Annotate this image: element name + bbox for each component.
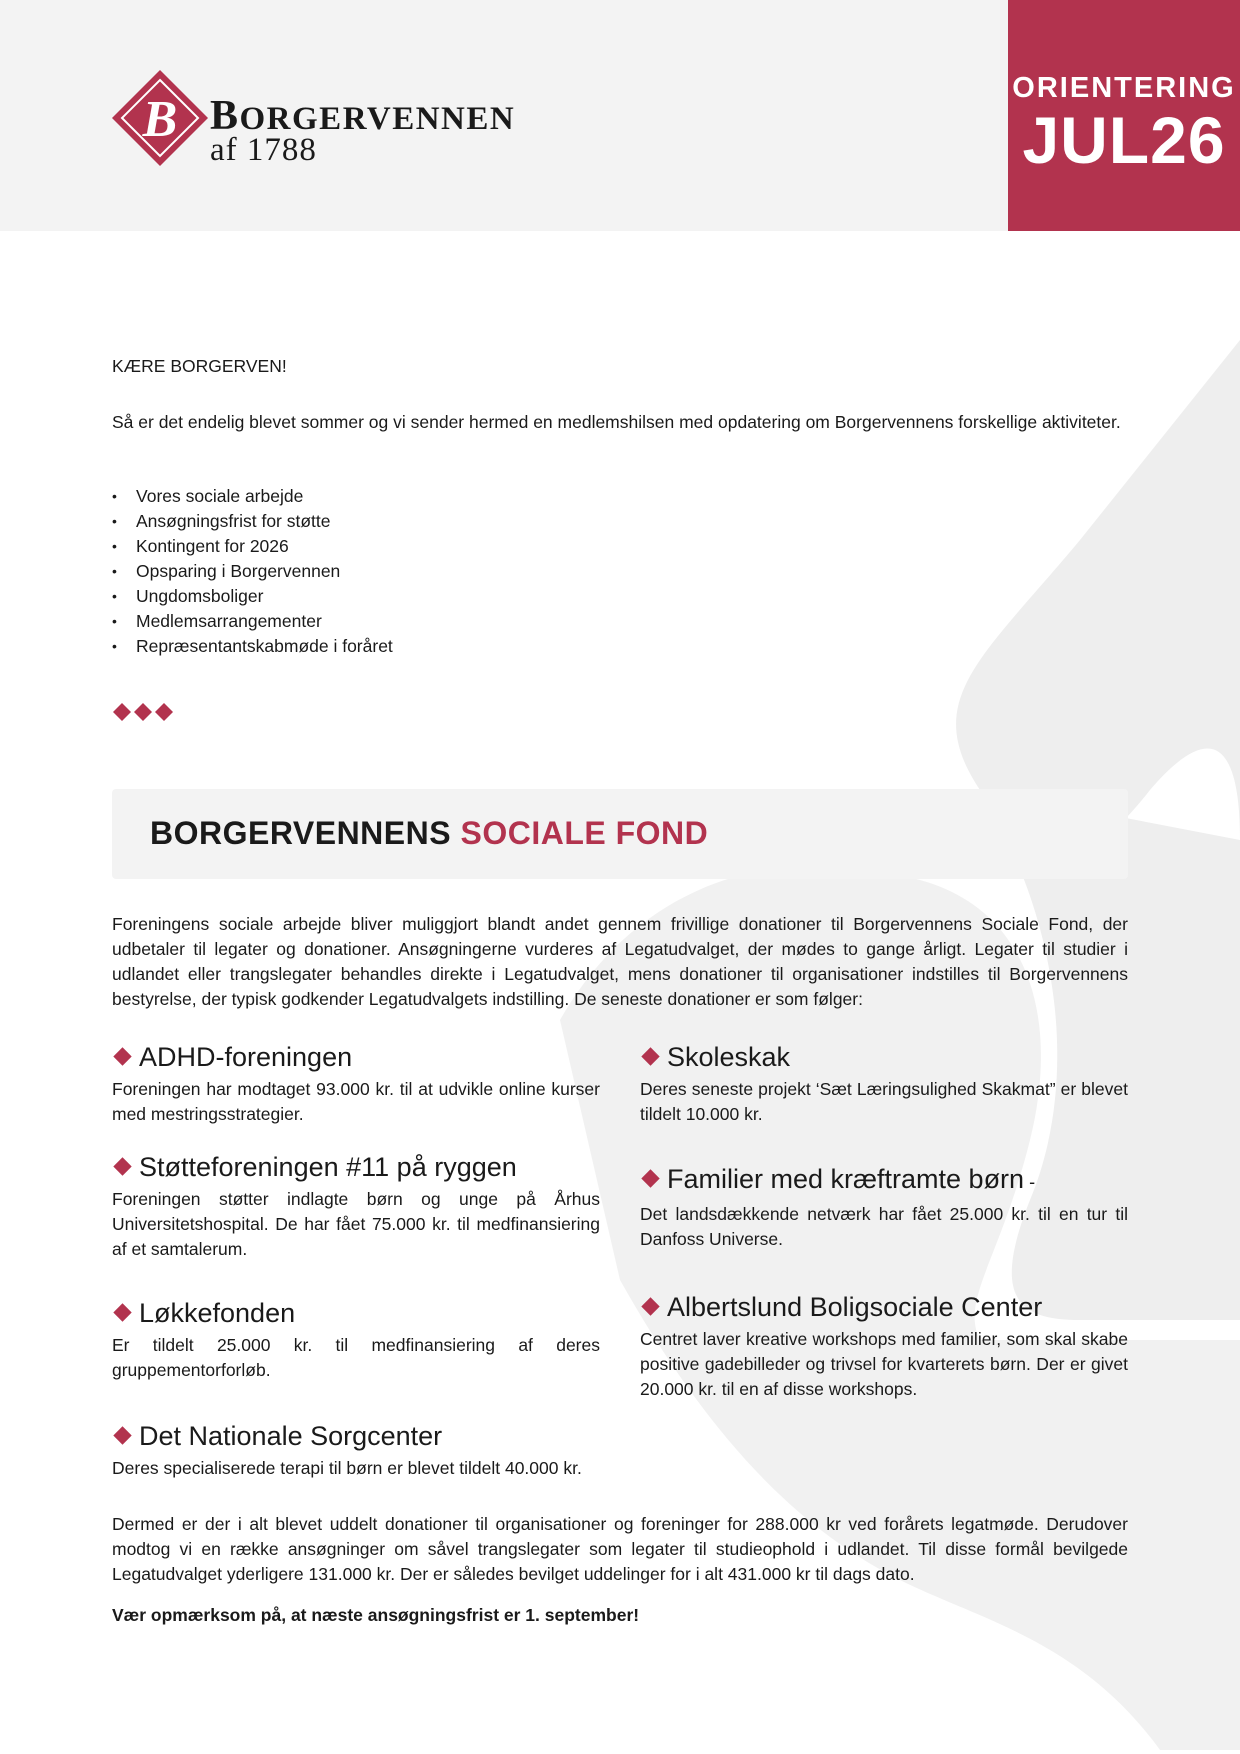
diamond-bullet-icon [641,1170,659,1188]
donation-title: Skoleskak [640,1040,1128,1074]
deadline-notice: Vær opmærksom på, at næste ansøgningsfrist er 1. september! [112,1605,640,1625]
donation-item [112,1150,600,1262]
donation-item [640,1290,1128,1402]
topic-item: • Vores sociale arbejde [112,484,393,509]
logo-initial: B [142,91,178,148]
diamond-bullet-icon [641,1298,659,1316]
diamond-bullet-icon [113,1048,131,1066]
donation-title: Albertslund Boligsociale Center [640,1290,1128,1324]
section-title [150,815,708,852]
donation-item [112,1040,600,1127]
donation-summary: Dermed er der i alt blevet uddelt donationer til organisationer og foreninger for 288.000 kr ved forårets legatmøde. Derudover modtog vi en række ansøgninger om såvel trangslegater som legater til studieophold i udlandet. Til disse formål bevilgede Legatudvalget yderligere 131.000 kr. Der er således bevilget uddelinger for i alt 431.000 kr til dags dato. [112,1514,1128,1584]
donation-item [640,1162,1128,1252]
logo-name-rest: ORGERVENNEN [239,101,516,137]
donation-text: Deres specialiserede terapi til børn er blevet tildelt 40.000 kr. [112,1458,582,1478]
diamond-bullet-icon [113,1158,131,1176]
donation-title: Støtteforeningen #11 på ryggen [112,1150,600,1184]
badge-label: ORIENTERING [1012,72,1236,104]
diamond-bullet-icon [113,1427,131,1445]
page-header [0,0,1240,231]
donation-title: Løkkefonden [112,1296,600,1330]
donation-text: Deres seneste projekt ‘Sæt Læringsulighed Skakmat” er blevet tildelt 10.000 kr. [640,1079,1128,1124]
section-title-main: BORGERVENNENS [150,815,461,851]
topic-item: • Opsparing i Borgervennen [112,559,393,584]
donation-item [640,1040,1128,1127]
topic-item: • Repræsentantskabmøde i foråret [112,634,393,659]
issue-badge [1008,0,1240,231]
letter-intro: Så er det endelig blevet sommer og vi sender hermed en medlemshilsen med opdatering om Borgervennens forskellige aktiviteter. [112,412,1121,432]
section-heading-box [112,789,1128,879]
logo-name-first: B [210,93,240,139]
donation-title: ADHD-foreningen [112,1040,600,1074]
diamond-bullet-icon [641,1048,659,1066]
topic-list [112,484,393,659]
badge-issue: JUL26 [1022,103,1226,177]
topic-item: • Ungdomsboliger [112,584,393,609]
letter-greeting: KÆRE BORGERVEN! [112,356,287,376]
section-title-accent: SOCIALE FOND [460,815,709,851]
donation-text: Foreningen støtter indlagte børn og unge på Århus Universitetshospital. De har fået 75.000 kr. til medfinansiering af et samtalerum. [112,1189,600,1259]
diamond-bullet-icon [113,1304,131,1322]
donation-text: Er tildelt 25.000 kr. til medfinansiering af deres gruppementorforløb. [112,1335,600,1380]
donation-title: Familier med kræftramte børn - [640,1162,1128,1199]
topic-item: • Medlemsarrangementer [112,609,393,634]
donation-text: Foreningen har modtaget 93.000 kr. til at udvikle online kurser med mestringsstrategier. [112,1079,600,1124]
topic-item: • Kontingent for 2026 [112,534,393,559]
donation-item [112,1419,600,1481]
logo-subtitle: af 1788 [210,132,317,168]
borgervennen-logo [110,68,600,168]
diamond-divider-icon [112,702,178,722]
fond-intro: Foreningens sociale arbejde bliver muliggjort blandt andet gennem frivillige donationer til Borgervennens Sociale Fond, der udbetaler til legater og donationer. Ansøgningerne vurderes af Legatudvalget, der mødes to gange årligt. Legater til studier i udlandet eller trangslegater behandles direkte i Legatudvalget, mens donationer til organisationer indstilles til Borgervennens bestyrelse, der typisk godkender Legatudvalgets indstilling. De seneste donationer er som følger: [112,914,1128,1009]
donation-text: Centret laver kreative workshops med familier, som skal skabe positive gadebilleder og trivsel for kvarterets børn. Der er givet 20.000 kr. til en af disse workshops. [640,1329,1128,1399]
donation-title: Det Nationale Sorgcenter [112,1419,600,1453]
topic-item: • Ansøgningsfrist for støtte [112,509,393,534]
logo-emblem-icon [110,68,210,168]
donation-text: Det landsdækkende netværk har fået 25.000 kr. til en tur til Danfoss Universe. [640,1204,1128,1249]
donation-item [112,1296,600,1383]
